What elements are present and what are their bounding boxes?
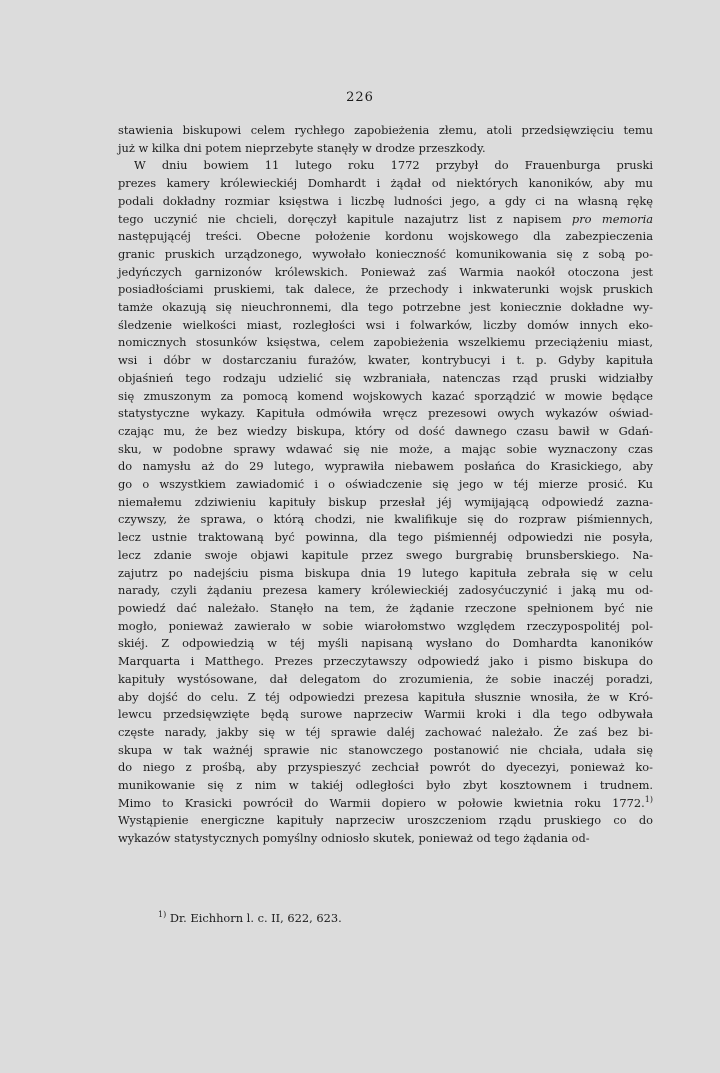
text-line: niemałemu zdziwieniu kapituły biskup przesłał jéj wymijającą odpowiedź zazna-	[118, 494, 653, 509]
text-line: się zmuszonym za pomocą komend wojskowych kazać sporządzić w mowie będące	[118, 388, 653, 403]
text-line: tamże okazują się nieuchronnemi, dla tego potrzebne jest koniecznie dokładne wy-	[118, 300, 653, 315]
page-number: 226	[346, 90, 374, 105]
footnote	[158, 910, 342, 927]
text-line: prezes kamery królewieckiéj Domhardt i żądał od niektórych kanoników, aby mu	[118, 176, 653, 191]
text-line: czając mu, że bez wiedzy biskupa, który od dość dawnego czasu bawił w Gdań-	[118, 423, 653, 438]
text-line: częste narady, jakby się w téj sprawie daléj zachować należało. Że zaś bez bi-	[118, 724, 653, 739]
text-line: wykazów statystycznych pomyślny odniosło skutek, ponieważ od tego żądania od-	[118, 831, 590, 846]
text-line: śledzenie wielkości miast, rozległości wsi i folwarków, liczby domów innych eko-	[118, 317, 653, 332]
text-line: aby dojść do celu. Z téj odpowiedzi prezesa kapituła słusznie wnosiła, że w Kró-	[118, 689, 653, 704]
text-line: czywszy, że sprawa, o którą chodzi, nie kwalifikuje się do rozpraw piśmiennych,	[118, 512, 653, 527]
text-line: sku, w podobne sprawy wdawać się nie może, a mając sobie wyznaczony czas	[118, 441, 653, 456]
text-line: lecz zdanie swoje objawi kapitule przez swego burgrabię brunsberskiego. Na-	[118, 547, 653, 562]
text-line: do niego z prośbą, aby przyspieszyć zechciał powrót do dyecezyi, ponieważ ko-	[118, 760, 653, 775]
text-line: statystyczne wykazy. Kapituła odmówiła wręcz prezesowi owych wykazów oświad-	[118, 406, 653, 421]
text-line: lewcu przedsięwzięte będą surowe naprzeciw Warmii kroki i dla tego odbywała	[118, 707, 653, 722]
text-line: wsi i dóbr w dostarczaniu furażów, kwater, kontrybucyi i t. p. Gdyby kapituła	[118, 353, 653, 368]
text-line: kapituły wystósowane, dał delegatom do zrozumienia, że sobie inaczéj poradzi,	[118, 671, 653, 686]
footnote-text: Dr. Eichhorn l. c. II, 622, 623.	[169, 911, 342, 925]
italic-phrase: pro memoria	[571, 211, 654, 226]
text-line: skiéj. Z odpowiedzią w téj myśli napisaną wysłano do Domhardta kanoników	[118, 636, 653, 651]
text-line: skupa w tak ważnéj sprawie nic stanowczego postanowić nie chciała, udała się	[118, 742, 653, 757]
text-line: Wystąpienie energiczne kapituły naprzeciw uroszczeniom rządu pruskiego co do	[118, 813, 653, 828]
text-line: jedyńczych garnizonów królewskich. Ponieważ zaś Warmia naokół otoczona jest	[118, 264, 653, 279]
text-line: stawienia biskupowi celem rychłego zapobieżenia złemu, atoli przedsięwzięciu temu	[118, 123, 653, 137]
footnote-marker: 1)	[158, 910, 167, 920]
text-line: objaśnień tego rodzaju udzielić się wzbraniała, natenczas rząd pruski widziałby	[118, 370, 653, 385]
text-line: powiedź dać należało. Stanęło na tem, że żądanie rzeczone spełnionem być nie	[118, 600, 653, 615]
text-line: podali dokładny rozmiar księstwa i liczbę ludności jego, a gdy ci na własną rękę	[118, 193, 653, 208]
text-line: munikowanie się z nim w takiéj odległości było zbyt kosztownem i trudnem.	[118, 778, 653, 793]
text-line: nomicznych stosunków księstwa, celem zapobieżenia wszelkiemu przeciążeniu miast,	[118, 335, 653, 350]
text-line: Marquarta i Matthego. Prezes przeczytawszy odpowiedź jako i pismo biskupa do	[118, 654, 653, 669]
text-line: mogło, ponieważ zawierało w sobie wiarołomstwo względem rzeczypospolitéj pol-	[118, 618, 653, 633]
text-line: narady, czyli żądaniu prezesa kamery królewieckiéj zadosyćuczynić i jaką mu od-	[118, 583, 653, 598]
text-line: posiadłościami pruskiemi, tak dalece, że przechody i inkwaterunki wojsk pruskich	[118, 282, 653, 297]
footnote-ref: 1)	[644, 794, 653, 804]
text-line: granic pruskich urządzonego, wywołało konieczność komunikowania się z sobą po-	[118, 246, 653, 261]
text-line: już w kilka dni potem nieprzebyte stanęły w drodze przeszkody.	[118, 140, 486, 155]
text-line: do namysłu aż do 29 lutego, wyprawiła niebawem posłańca do Krasickiego, aby	[118, 459, 653, 474]
body-text	[118, 122, 653, 848]
text-line: W dniu bowiem 11 lutego roku 1772 przybył do Frauenburga pruski	[134, 158, 653, 173]
text-line: następującéj treści. Obecne położenie kordonu wojskowego dla zabezpieczenia	[118, 229, 653, 244]
text-line: lecz ustnie traktowaną być powinna, dla tego piśmiennéj odpowiedzi nie posyła,	[118, 530, 653, 545]
text-line: go o wszystkiem zawiadomić i o oświadczenie się jego w téj mierze prosić. Ku	[118, 477, 653, 492]
text-line: tego uczynić nie chcieli, doręczył kapitule nazajutrz list z napisem pro memoria	[118, 211, 654, 226]
text-line: Mimo to Krasicki powrócił do Warmii dopiero w połowie kwietnia roku 1772.$^{1)}$	[118, 794, 653, 810]
text-line: zajutrz po nadejściu pisma biskupa dnia 19 lutego kapituła zebrała się w celu	[118, 565, 653, 580]
